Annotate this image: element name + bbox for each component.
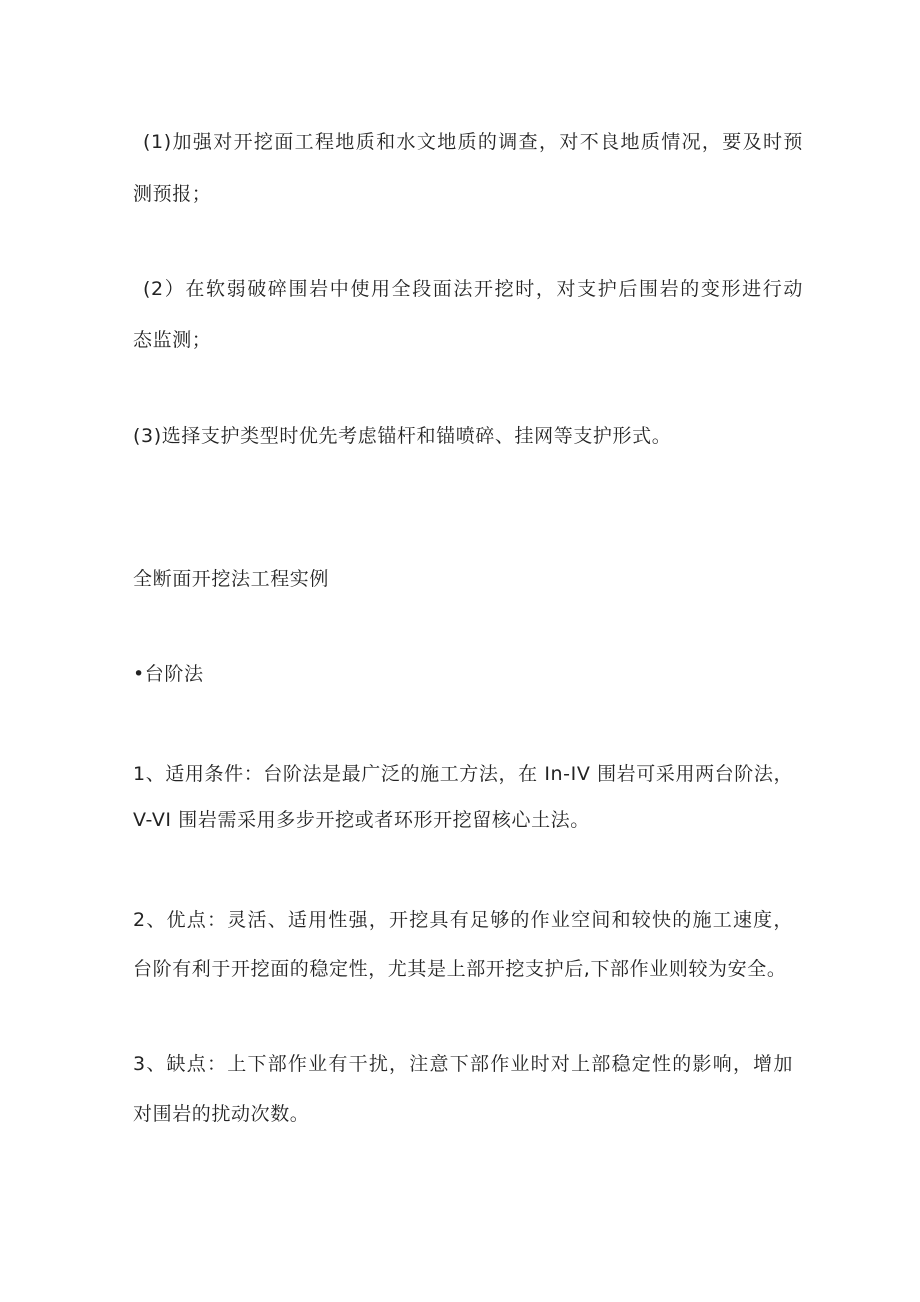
item-2-line-2: 台阶有利于开挖面的稳定性，尤其是上部开挖支护后,下部作业则较为安全。 — [133, 958, 787, 980]
paragraph-3-line-1: (3)选择支护类型时优先考虑锚杆和锚喷碎、挂网等支护形式。 — [133, 425, 672, 447]
bullet-item: •台阶法 — [133, 663, 204, 685]
section-heading: 全断面开挖法工程实例 — [133, 568, 330, 590]
item-1-line-1: 1、适用条件：台阶法是最广泛的施工方法，在 In-IV 围岩可采用两台阶法， — [133, 763, 794, 785]
paragraph-2-line-1: (2）在软弱破碎围岩中使用全段面法开挖时，对支护后围岩的变形进行动 — [143, 278, 803, 300]
paragraph-1-line-1: (1)加强对开挖面工程地质和水文地质的调查，对不良地质情况，要及时预 — [143, 131, 803, 153]
item-3-line-1: 3、缺点：上下部作业有干扰，注意下部作业时对上部稳定性的影响，增加 — [133, 1053, 793, 1075]
item-3-line-2: 对围岩的扰动次数。 — [133, 1103, 310, 1125]
paragraph-2-line-2: 态监测； — [133, 329, 212, 351]
paragraph-1-line-2: 测预报； — [133, 183, 212, 205]
item-2-line-1: 2、优点：灵活、适用性强，开挖具有足够的作业空间和较快的施工速度， — [133, 909, 793, 931]
item-1-line-2: V-VI 围岩需采用多步开挖或者环形开挖留核心土法。 — [133, 809, 590, 831]
